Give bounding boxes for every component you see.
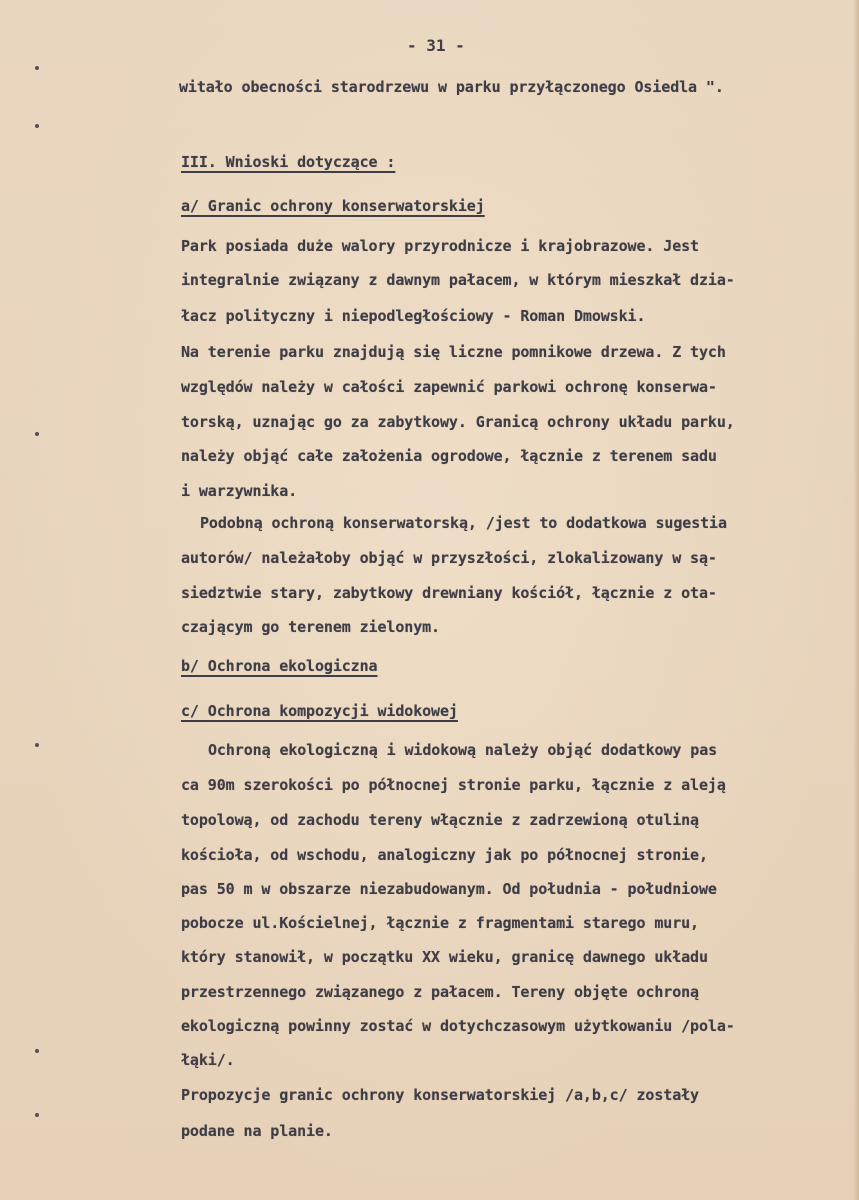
section-heading: III. Wnioski dotyczące : <box>181 153 396 171</box>
text-line: kościoła, od wschodu, analogiczny jak po północnej stronie, <box>181 846 708 864</box>
text-line: pobocze ul.Kościelnej, łącznie z fragmentami starego muru, <box>181 914 699 932</box>
text-line: integralnie związany z dawnym pałacem, w którym mieszkał dzia- <box>181 271 735 289</box>
text-line: ca 90m szerokości po północnej stronie parku, łącznie z aleją <box>181 776 726 794</box>
text-line: przestrzennego związanego z pałacem. Tereny objęte ochroną <box>181 983 699 1001</box>
punch-hole-dot <box>35 66 39 70</box>
page-number: - 31 - <box>407 36 465 55</box>
punch-hole-dot <box>35 432 39 436</box>
text-line: należy objąć całe założenia ogrodowe, łącznie z terenem sadu <box>181 447 717 465</box>
text-line: torską, uznając go za zabytkowy. Granicą ochrony układu parku, <box>181 413 735 431</box>
text-line: czającym go terenem zielonym. <box>181 618 440 636</box>
subsection-heading: a/ Granic ochrony konserwatorskiej <box>181 197 485 215</box>
text-line: podane na planie. <box>181 1122 333 1140</box>
text-line: topolową, od zachodu tereny włącznie z zadrzewioną otuliną <box>181 811 699 829</box>
text-line: Na terenie parku znajdują się liczne pomnikowe drzewa. Z tych <box>181 343 726 361</box>
text-line: względów należy w całości zapewnić parkowi ochronę konserwa- <box>181 378 717 396</box>
text-line: ekologiczną powinny zostać w dotychczasowym użytkowaniu /pola- <box>181 1017 735 1035</box>
text-line: witało obecności starodrzewu w parku przyłączonego Osiedla ". <box>179 78 724 96</box>
punch-hole-dot <box>35 124 39 128</box>
text-line: Park posiada duże walory przyrodnicze i krajobrazowe. Jest <box>181 237 699 255</box>
text-line: autorów/ należałoby objąć w przyszłości, zlokalizowany w są- <box>181 549 717 567</box>
subsection-heading: b/ Ochrona ekologiczna <box>181 657 378 675</box>
subsection-heading: c/ Ochrona kompozycji widokowej <box>181 702 458 720</box>
text-line: i warzywnika. <box>181 482 298 500</box>
text-line: Propozycje granic ochrony konserwatorskiej /a,b,c/ zostały <box>181 1086 699 1104</box>
page-edge-shadow <box>853 0 859 1200</box>
text-line: pas 50 m w obszarze niezabudowanym. Od południa - południowe <box>181 880 717 898</box>
text-line: siedztwie stary, zabytkowy drewniany kościół, łącznie z ota- <box>181 584 717 602</box>
punch-hole-dot <box>35 1113 39 1117</box>
text-line: Podobną ochroną konserwatorską, /jest to dodatkowa sugestia <box>200 514 727 532</box>
punch-hole-dot <box>35 1049 39 1053</box>
text-line: który stanowił, w początku XX wieku, granicę dawnego układu <box>181 948 708 966</box>
text-line: łacz polityczny i niepodległościowy - Roman Dmowski. <box>181 307 646 325</box>
text-line: łąki/. <box>181 1051 235 1069</box>
text-line: Ochroną ekologiczną i widokową należy objąć dodatkowy pas <box>208 741 718 759</box>
punch-hole-dot <box>35 743 39 747</box>
